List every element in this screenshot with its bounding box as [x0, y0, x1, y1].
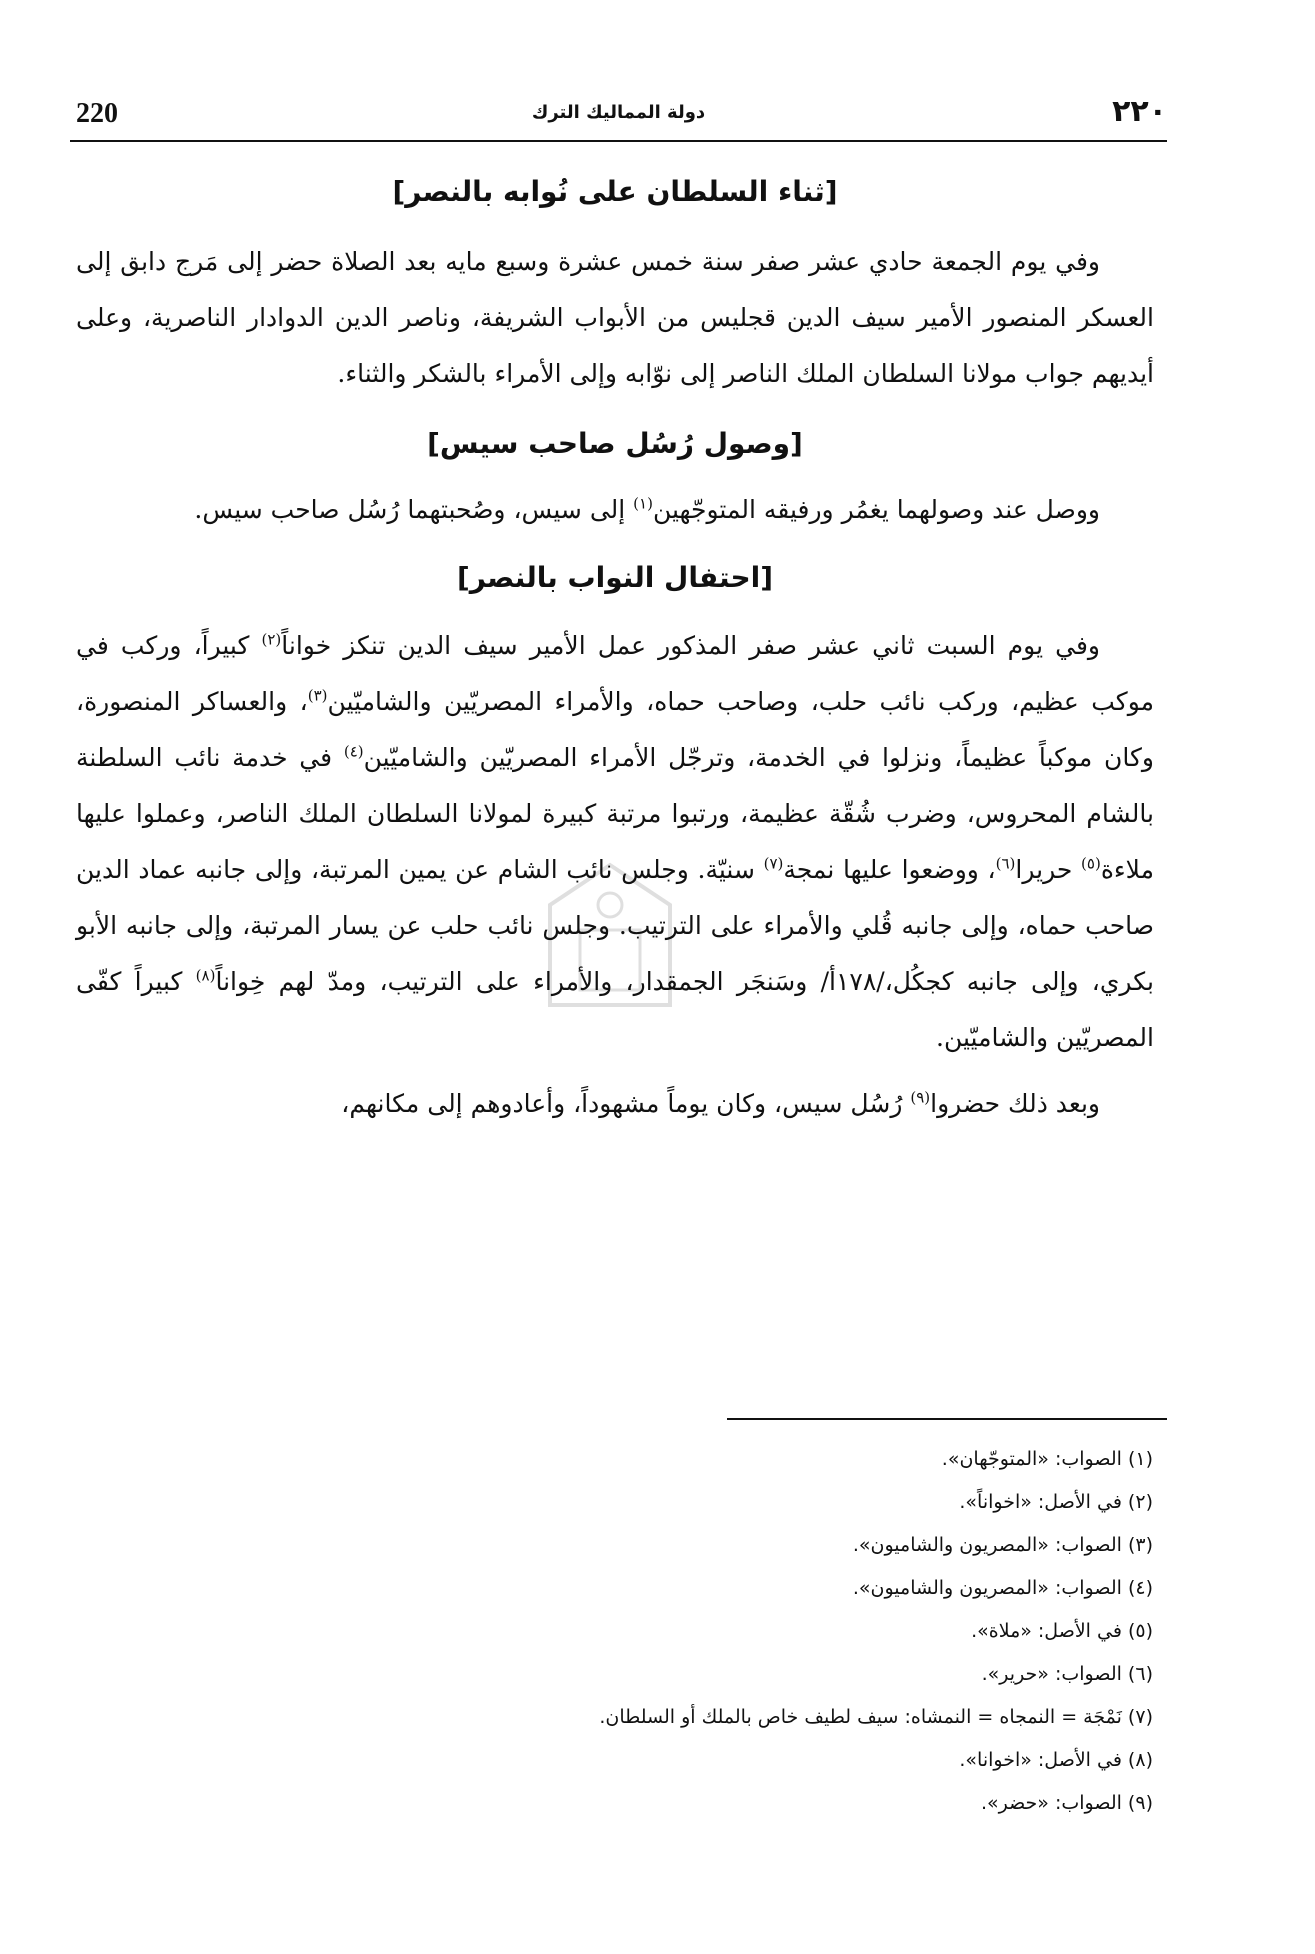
section-paragraph	[76, 482, 1154, 538]
running-title: دولة المماليك الترك	[531, 102, 706, 123]
page-number-arabic: ٢٢٠	[1112, 94, 1167, 129]
footnotes	[153, 1438, 1153, 1825]
text-run: حريرا	[1015, 855, 1082, 884]
footnote-ref: (٥)	[1081, 854, 1101, 873]
footnote-ref: (٨)	[195, 966, 216, 985]
text-run: كبيراً، وركب في موكب عظيم، وركب نائب حلب، وصاحب حماه، والأمراء المصريّين والشاميّين	[76, 631, 1155, 716]
footnote: (٤) الصواب: «المصريون والشاميون».	[852, 1577, 1153, 1599]
footnote-ref: (٢)	[261, 630, 282, 649]
footnote-ref: (٧)	[763, 854, 784, 873]
footnote: (١) الصواب: «المتوجّهان».	[941, 1448, 1153, 1470]
text-run: سنيّة. وجلس نائب الشام عن يمين المرتبة، وإلى جانبه عماد الدين صاحب حماه، وإلى جانبه قُلي والأمراء على الترتيب. وجلس نائب حلب عن يسار المرتبة، وإلى جانبه الأبو بكري، وإلى جانبه كجكُل،/١٧٨أ/ وسَنجَر الجمقدار، والأمراء على الترتيب، ومدّ لهم خِواناً	[76, 855, 1154, 996]
page-header	[70, 90, 1167, 142]
text-run: في خدمة نائب السلطنة بالشام المحروس، وضرب شُقّة عظيمة، ورتبوا مرتبة كبيرة لمولانا السلطان الملك الناصر، وعملوا عليها ملاءة	[76, 743, 1154, 884]
final-paragraph	[76, 1076, 1154, 1132]
section-heading: [ثناء السلطان على نُوابه بالنصر]	[392, 175, 838, 208]
footnote-ref: (٩)	[910, 1088, 931, 1107]
footnote-ref: (٦)	[995, 854, 1016, 873]
text-run: إلى سيس، وصُحبتهما رُسُل صاحب سيس.	[194, 495, 634, 524]
main-text	[76, 172, 1154, 1132]
text-run: رُسُل سيس، وكان يوماً مشهوداً، وأعادوهم إلى مكانهم،	[341, 1089, 911, 1118]
text-run: ، والعساكر المنصورة، وكان موكباً عظيماً، ونزلوا في الخدمة، وترجّل الأمراء المصريّين والشاميّين	[76, 687, 1155, 772]
footnote: (٣) الصواب: «المصريون والشاميون».	[852, 1534, 1153, 1556]
footnote-ref: (٣)	[307, 686, 328, 705]
section-heading: [وصول رُسُل صاحب سيس]	[427, 427, 803, 460]
footnote: (٧) نَمْجَة = النمجاه = النمشاه: سيف لطيف خاص بالملك أو السلطان.	[599, 1706, 1153, 1728]
footnote: (٨) في الأصل: «اخوانا».	[959, 1749, 1153, 1771]
section-paragraph	[76, 618, 1154, 1066]
section-heading: [احتفال النواب بالنصر]	[456, 561, 774, 594]
footnote: (٩) الصواب: «حضر».	[980, 1792, 1153, 1814]
text-run: وبعد ذلك حضروا	[930, 1089, 1100, 1118]
footnote-divider	[727, 1418, 1167, 1420]
text-run: كبيراً كفّى المصريّين والشاميّين.	[76, 967, 1154, 1052]
section-paragraph: وفي يوم الجمعة حادي عشر صفر سنة خمس عشرة وسبع مايه بعد الصلاة حضر إلى مَرج دابق إلى العسكر المنصور الأمير سيف الدين قجليس من الأبواب الشريفة، وناصر الدين الدوادار الناصرية، وعلى أيديهم جواب مولانا السلطان الملك الناصر إلى نوّابه وإلى الأمراء بالشكر والثناء.	[76, 247, 1154, 388]
footnote-ref: (٤)	[343, 742, 364, 761]
footnote: (٢) في الأصل: «اخواناً».	[959, 1491, 1153, 1513]
footnote: (٦) الصواب: «حرير».	[981, 1663, 1153, 1685]
text-run: ، ووضعوا عليها نمجة	[783, 855, 996, 884]
page-number-latin: 220	[76, 98, 118, 129]
text-run: ووصل عند وصولهما يغمُر ورفيقه المتوجّهين	[652, 495, 1100, 524]
footnote-ref: (١)	[633, 494, 653, 513]
text-run: وفي يوم السبت ثاني عشر صفر المذكور عمل الأمير سيف الدين تنكز خواناً	[281, 631, 1100, 660]
footnote: (٥) في الأصل: «ملاة».	[971, 1620, 1153, 1642]
